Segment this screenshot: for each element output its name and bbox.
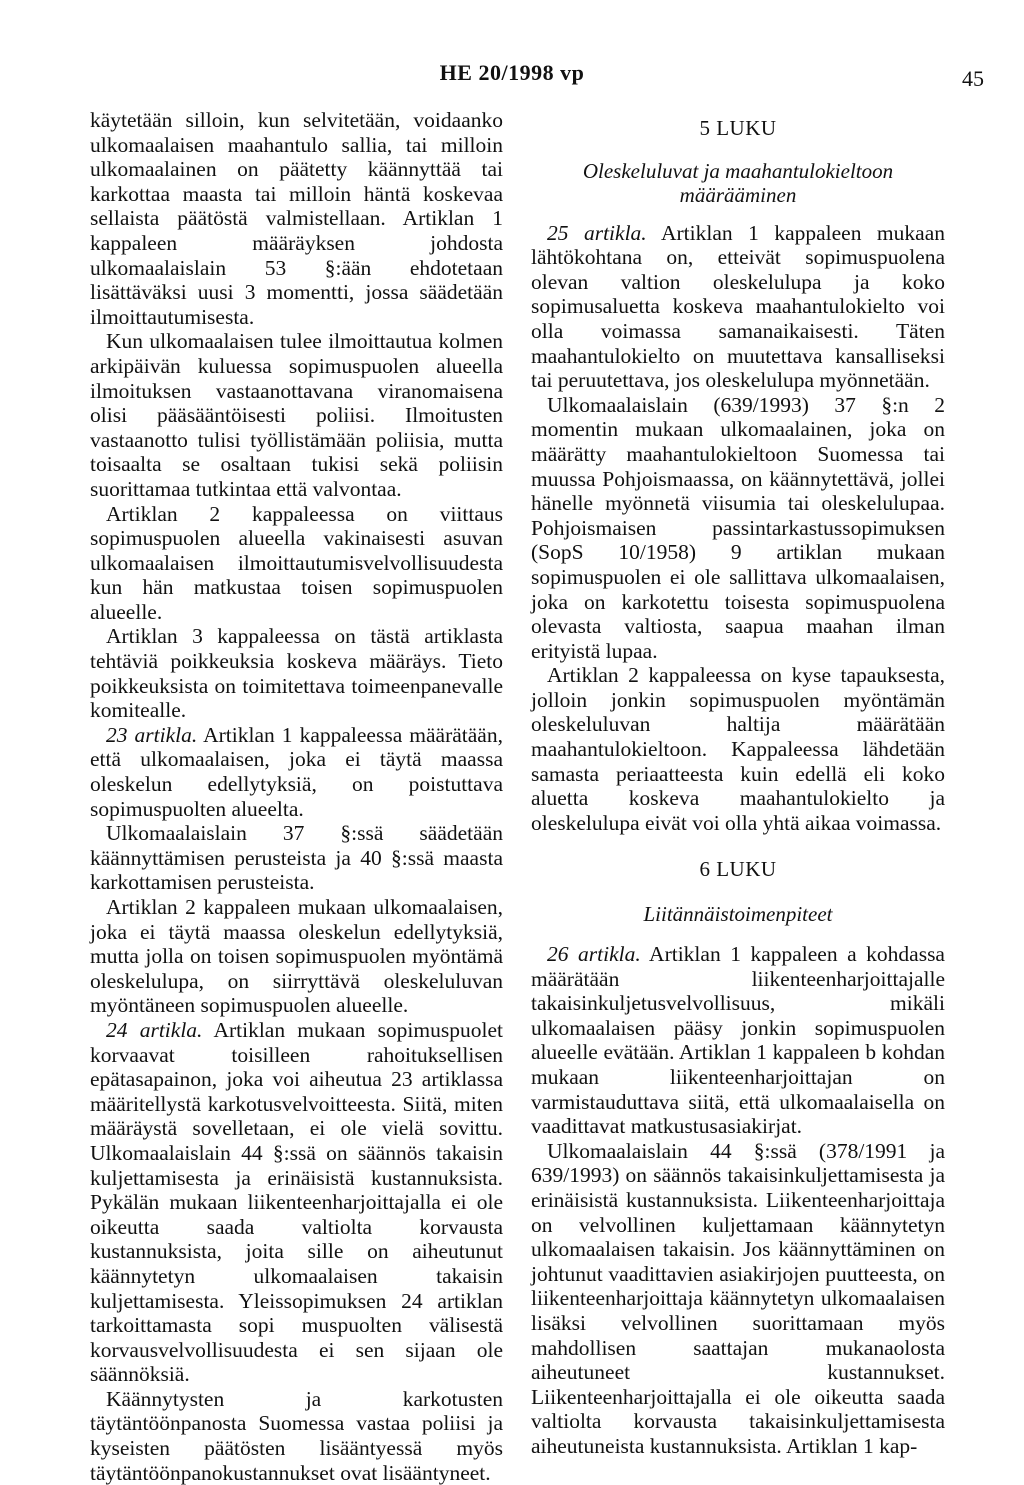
article-label: 25 artikla. xyxy=(547,220,647,245)
right-column xyxy=(531,108,945,1459)
article-text: Artiklan 1 kappaleessa määrätään, että ulkomaalaisen, joka ei täytä maassa oleskelun edellytyksiä, on poistuttava sopimuspuolten alueelta. xyxy=(90,722,503,821)
article-paragraph xyxy=(90,723,503,821)
chapter-title: Liitännäistoimenpiteet xyxy=(643,902,833,927)
chapter-title: Oleskeluluvat ja maahantulokieltoon määrääminen xyxy=(582,158,894,207)
paragraph: Ulkomaalaislain 37 §:ssä säädetään käännyttämisen perusteista ja 40 §:ssä maasta karkottamisen perusteista. xyxy=(90,821,503,895)
chapter-heading: 5 LUKU xyxy=(699,116,777,140)
paragraph: Artiklan 3 kappaleessa on tästä artiklasta tehtäviä poikkeuksia koskeva määräys. Tieto poikkeuksista on toimitettava toimeenpanevalle komitealle. xyxy=(90,624,503,723)
article-paragraph xyxy=(531,942,945,1139)
paragraph: Käännytysten ja karkotusten täytäntöönpanosta Suomessa vastaa poliisi ja kyseisten päätösten lisääntyessä myös täytäntöönpanokustannukset ovat lisääntyneet. xyxy=(90,1386,503,1485)
paragraph: käytetään silloin, kun selvitetään, voidaanko ulkomaalaisen maahantulo sallia, tai milloin ulkomaalainen on päätetty käännyttää tai karkottaa maasta tai milloin häntä koskevaa sellaista päätöstä valmistellaan. Artiklan 1 kappaleen määräyksen johdosta ulkomaalaislain 53 §:ään ehdotetaan lisättäväksi uusi 3 momentti, jossa säädetään ilmoittautumisesta. xyxy=(90,108,503,329)
article-label: 23 artikla. xyxy=(106,722,198,747)
paragraph: Artiklan 2 kappaleessa on kyse tapauksesta, jolloin jonkin sopimuspuolen myöntämän oleskeluluvan haltija määrätään maahantulokieltoon. Kappaleessa lähdetään samasta periaatteesta kuin edellä eli koko aluetta koskeva maahantulokielto ja oleskelulupa eivät voi olla yhtä aikaa voimassa. xyxy=(531,663,945,835)
document-header-title: HE 20/1998 vp xyxy=(439,60,585,85)
page-number: 45 xyxy=(962,66,984,91)
article-text: Artiklan 1 kappaleen mukaan lähtökohtana on, etteivät sopimuspuolena olevan valtion oleskelulupa ja koko sopimusaluetta koskeva maahantulokielto voi olla voimassa samanaikaisesti. Täten maahantulokielto on muutettava kansalliseksi tai peruutettava, jos oleskelulupa myönnetään. xyxy=(531,220,945,393)
paragraph: Artiklan 2 kappaleessa on viittaus sopimuspuolen alueella vakinaisesti asuvan ulkomaalaisen ilmoittautumisvelvollisuudesta kun hän matkustaa toisen sopimuspuolen alueelle. xyxy=(90,501,503,624)
paragraph: Artiklan 2 kappaleen mukaan ulkomaalaisen, joka ei täytä maassa oleskelun edellytyksiä, mutta jolla on toisen sopimuspuolen myöntämä oleskelulupa, on siirryttävä oleskeluluvan myöntäneen sopimuspuolen alueelle. xyxy=(90,895,503,1018)
article-label: 26 artikla. xyxy=(547,942,641,967)
article-label: 24 artikla. xyxy=(106,1017,203,1042)
paragraph: Ulkomaalaislain (639/1993) 37 §:n 2 momentin mukaan ulkomaalainen, joka on määrätty maahantulokieltoon Suomessa tai muussa Pohjoismaassa, on käännytettävä, jollei hänelle myönnetä viisumia tai oleskelulupaa. Pohjoismaisen passintarkastussopimuksen (SopS 10/1958) 9 artiklan mukaan sopimuspuolen ei ole sallittava ulkomaalaisen, joka on karkotettu toisesta sopimuspuolena olevasta valtiosta, saapua maahan ilman erityistä lupaa. xyxy=(531,392,945,663)
article-text: Artiklan 1 kappaleen a kohdassa määrätään liikenteenharjoittajalle takaisinkuljetusvelvollisuus, mikäli ulkomaalaisen pääsy jonkin sopimuspuolen alueelle evätään. Artiklan 1 kappaleen b kohdan mukaan liikenteenharjoittajan on varmistauduttava siitä, että ulkomaalaisella on vaadittavat matkustusasiakirjat. xyxy=(531,942,945,1139)
article-text: Artiklan mukaan sopimuspuolet korvaavat toisilleen rahoituksellisen epätasapainon, joka voi aiheutua 23 artiklassa määritellystä karkotusvelvoitteesta. Siitä, miten määräystä sovelletaan, ei ole vielä sovittu. Ulkomaalaislain 44 §:ssä on säännös takaisin kuljettamisesta ja erinäisistä kustannuksista. Pykälän mukaan liikenteenharjoittajalla ei ole oikeutta saada valtiolta korvausta kustannuksista, joita sille on aiheutunut käännytetyn ulkomaalaisen takaisin kuljettamisesta. Yleissopimuksen 24 artiklan tarkoittamasta sopi muspuolten välisestä korvausvelvollisuudesta ei sen sijaan ole säännöksiä. xyxy=(90,1017,503,1387)
left-column xyxy=(90,108,503,1485)
chapter-heading: 6 LUKU xyxy=(699,857,777,882)
article-paragraph xyxy=(531,221,945,393)
paragraph: Ulkomaalaislain 44 §:ssä (378/1991 ja 639/1993) on säännös takaisinkuljettamisesta ja erinäisistä kustannuksista. Liikenteenharjoittaja on velvollinen kuljettamaan käännytetyn ulkomaalaisen takaisin. Jos käännyttäminen on johtunut vaadittavien asiakirjojen puutteesta, on liikenteenharjoittaja käännytetyn ulkomaalaisen lisäksi velvollinen suorittamaan myös mahdollisen saattajan mukanaolosta aiheutuneet kustannukset. Liikenteenharjoittajalla ei ole oikeutta saada valtiolta korvausta takaisinkuljettamisesta aiheutuneista kustannuksista. Artiklan 1 kap- xyxy=(531,1138,945,1458)
paragraph: Kun ulkomaalaisen tulee ilmoittautua kolmen arkipäivän kuluessa sopimuspuolen alueella ilmoituksen vastaanottavana viranomaisena olisi pääsääntöisesti poliisi. Ilmoitusten vastaanotto tulisi työllistämään poliisia, mutta toisaalta se osaltaan tukisi sekä poliisin suorittamaa tutkintaa että valvontaa. xyxy=(90,329,503,501)
article-paragraph xyxy=(90,1018,503,1387)
